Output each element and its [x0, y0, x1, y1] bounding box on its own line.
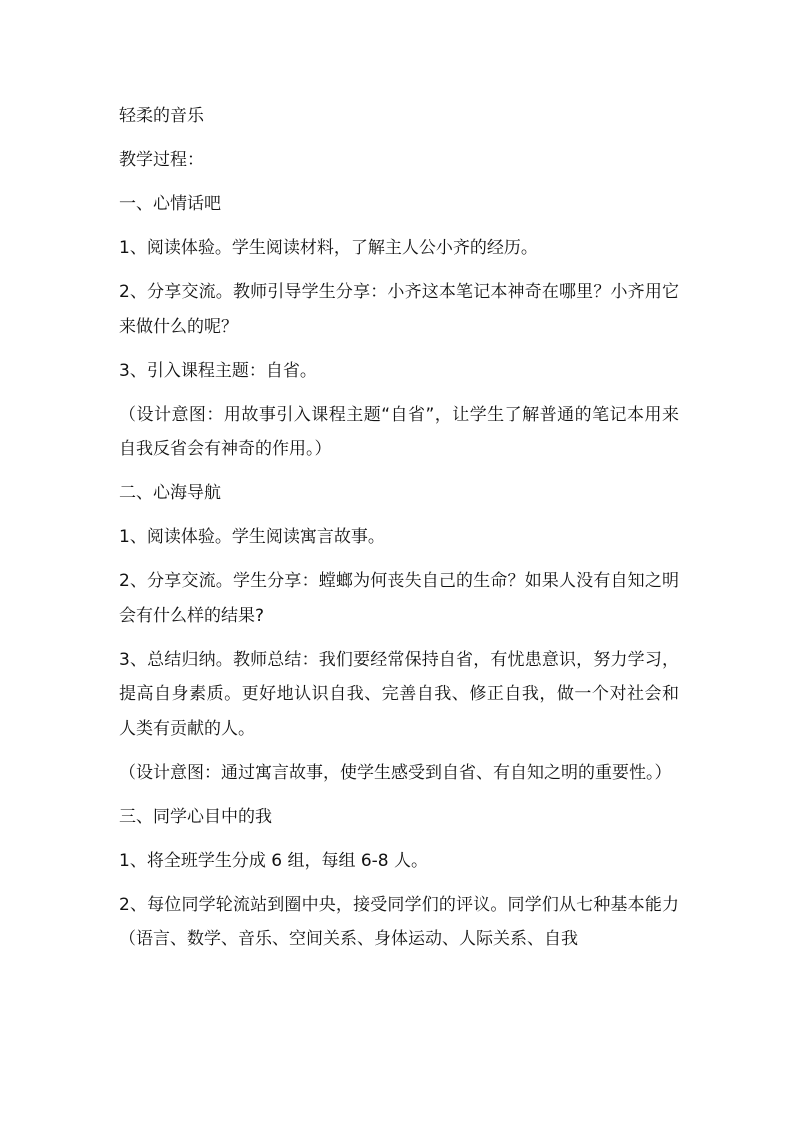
document-body	[119, 99, 679, 966]
paragraph-1-3: 3、引入课程主题：自省。	[119, 360, 317, 381]
paragraph-1-1: 1、阅读体验。学生阅读材料，了解主人公小齐的经历。	[119, 238, 538, 258]
design-intent-1: （设计意图：用故事引入课程主题“自省”，让学生了解普通的笔记本用来自我反省会有神奇的作用。）	[119, 404, 679, 459]
paragraph-music-note: 轻柔的音乐	[119, 106, 204, 126]
paragraph-3-2: 2、每位同学轮流站到圈中央，接受同学们的评议。同学们从七种基本能力（语言、数学、音乐、空间关系、身体运动、人际关系、自我	[119, 894, 679, 949]
section-heading-1: 一、心情话吧	[119, 194, 221, 214]
paragraph-teaching-process-heading: 教学过程：	[119, 150, 204, 170]
paragraph-3-1: 1、将全班学生分成 6 组，每组 6-8 人。	[119, 850, 429, 871]
paragraph-2-3: 3、总结归纳。教师总结：我们要经常保持自省，有忧患意识，努力学习，提高自身素质。更好地认识自我、完善自我、修正自我，做一个对社会和人类有贡献的人。	[119, 649, 679, 739]
paragraph-2-1: 1、阅读体验。学生阅读寓言故事。	[119, 527, 385, 547]
section-heading-3: 三、同学心目中的我	[119, 806, 272, 827]
design-intent-2: （设计意图：通过寓言故事，使学生感受到自省、有自知之明的重要性。）	[119, 762, 672, 783]
paragraph-2-2: 2、分享交流。学生分享：螳螂为何丧失自己的生命？如果人没有自知之明会有什么样的结果?	[119, 571, 679, 626]
section-heading-2: 二、心海导航	[119, 483, 221, 503]
paragraph-1-2: 2、分享交流。教师引导学生分享：小齐这本笔记本神奇在哪里？小齐用它来做什么的呢？	[119, 282, 679, 337]
